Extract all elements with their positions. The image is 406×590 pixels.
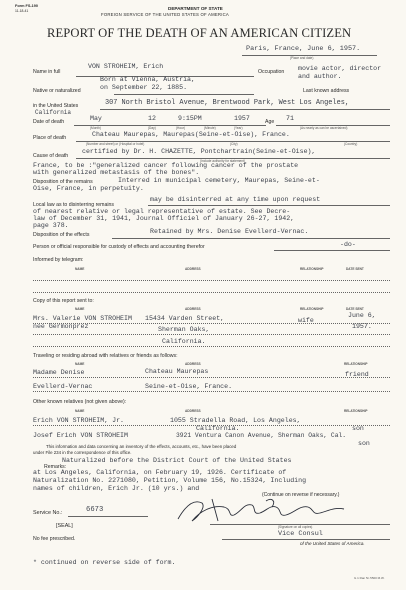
traveling-name-1: Madame Denise bbox=[33, 369, 85, 376]
death-year: 1957 bbox=[234, 115, 250, 122]
consul-signature bbox=[172, 492, 358, 525]
relative-1-address-2: California. bbox=[196, 425, 240, 432]
death-day: 12 bbox=[148, 115, 156, 122]
relative-1-relationship: son bbox=[352, 425, 364, 432]
telegram-col-address: ADDRESS bbox=[185, 267, 201, 271]
place-of-death-label: Place of death bbox=[33, 135, 67, 141]
disposition-effects-label: Disposition of the effects bbox=[33, 232, 90, 238]
local-law-3: law of December 31, 1941, Journal Officiel of January 26-27, 1942, bbox=[33, 215, 295, 222]
remarks-value-4: names of children, Erich Jr. (10 yrs.) and bbox=[33, 485, 200, 492]
copy-name-1: Mrs. Valerie VON STROHEIM bbox=[33, 315, 132, 322]
other-col-address: ADDRESS bbox=[185, 409, 201, 413]
relative-1-name: Erich VON STROHEIM, Jr. bbox=[33, 417, 125, 424]
telegram-col-relationship: RELATIONSHIP bbox=[300, 267, 324, 271]
traveling-relationship: friend bbox=[345, 371, 369, 378]
relative-2-name: Josef Erich VON STROHEIM bbox=[33, 432, 128, 439]
copy-line-3 bbox=[33, 346, 390, 347]
disposition-effects-value: Retained by Mrs. Denise Evellerd-Vernac. bbox=[150, 228, 309, 235]
copy-date-1: June 6, bbox=[348, 312, 376, 319]
cause-caption: (Include authority for statement) bbox=[200, 159, 246, 163]
seal-label: [SEAL] bbox=[56, 523, 73, 529]
caption-country: (Country) bbox=[344, 142, 358, 146]
telegram-col-name: NAME bbox=[75, 267, 85, 271]
remarks-continue: (Continue on reverse if necessary.) bbox=[262, 492, 340, 498]
filed-note-2: under File 234 in the correspondence of this office. bbox=[33, 450, 132, 455]
place-date-value: Paris, France, June 6, 1957. bbox=[246, 45, 361, 53]
copy-col-address: ADDRESS bbox=[185, 307, 201, 311]
other-col-relationship: RELATIONSHIP bbox=[344, 409, 368, 413]
disposition-remains-2: Oise, France, in perpetuity. bbox=[33, 185, 144, 192]
local-law-line bbox=[148, 205, 390, 206]
age-value: 71 bbox=[286, 115, 294, 122]
custody-value: -do- bbox=[340, 241, 356, 248]
caption-street: (Number and street) or (Hospital or hotel) bbox=[86, 142, 145, 146]
address-value-2: California bbox=[35, 109, 72, 116]
copy-date-2: 1957. bbox=[352, 323, 372, 330]
custody-label: Person or official responsible for custody of effects and accounting therefor bbox=[33, 244, 205, 250]
local-law-2: of nearest relative or legal representative of estate. See Decre- bbox=[33, 208, 291, 215]
local-law-label: Local law as to disinterring remains bbox=[33, 202, 115, 208]
address-value: 307 North Bristol Avenue, Brentwood Park, West Los Angeles, bbox=[105, 99, 349, 107]
occupation-value-2: and author. bbox=[298, 73, 342, 80]
disposition-remains-label: Disposition of the remains bbox=[33, 179, 93, 185]
copy-relationship: wife bbox=[298, 317, 314, 324]
copy-address-2: Sherman Oaks, bbox=[158, 326, 210, 333]
form-number: Form FS-190 bbox=[15, 4, 38, 8]
telegram-col-date: DATE SENT bbox=[346, 267, 364, 271]
caption-minute: (Minute) bbox=[204, 126, 216, 130]
caption-city: (City) bbox=[230, 142, 238, 146]
death-month: May bbox=[90, 115, 102, 122]
traveling-address-2: Seine-et-Oise, France. bbox=[145, 383, 233, 390]
cause-value-3: with generalized metastasis of the bones". bbox=[33, 169, 200, 176]
telegram-line-1 bbox=[33, 280, 390, 281]
footer-note: * continued on reverse side of form. bbox=[33, 559, 176, 566]
traveling-col-relationship: RELATIONSHIP bbox=[344, 362, 368, 366]
cause-value-2: France, to be :"generalized cancer following cancer of the prostate bbox=[33, 162, 299, 169]
copy-line-1 bbox=[33, 323, 390, 324]
other-relatives-label: Other known relatives (not given above): bbox=[33, 399, 127, 405]
traveling-line-2 bbox=[33, 391, 390, 392]
service-name: FOREIGN SERVICE OF THE UNITED STATES OF AMERICA bbox=[101, 12, 229, 17]
occupation-value-1: movie actor, director bbox=[298, 65, 382, 72]
copy-col-relationship: RELATIONSHIP bbox=[300, 307, 324, 311]
relative-1-address: 1055 Stradella Road, Los Angeles, bbox=[170, 417, 301, 424]
caption-hour: (Hour) bbox=[176, 126, 186, 130]
us-label: in the United States bbox=[33, 103, 79, 109]
officer-of: of the United States of America. bbox=[300, 541, 365, 546]
traveling-name-2: Evellerd-Vernac bbox=[33, 383, 93, 390]
name-value: VON STROHEIM, Erich bbox=[88, 63, 164, 70]
disposition-effects-line bbox=[112, 238, 390, 239]
copy-label: Copy of this report sent to: bbox=[33, 298, 94, 304]
name-label: Name in full bbox=[33, 69, 61, 75]
service-label: Service No.: bbox=[33, 510, 63, 516]
caption-day: (Day) bbox=[148, 126, 156, 130]
cause-value-1: certified by Dr. H. CHAZETTE, Pontchartrain(Seine-et-Oise), bbox=[82, 148, 316, 155]
filed-note-1: This information and data concerning an inventory of the effects, accounts, etc., have been placed bbox=[46, 444, 237, 449]
place-of-death-value: Chateau Maurepas, Maurepas(Seine-et-Oise), France. bbox=[92, 131, 290, 138]
other-line-1 bbox=[33, 425, 390, 426]
traveling-address-1: Chateau Maurepas bbox=[145, 368, 209, 375]
caption-year: (Year) bbox=[234, 126, 243, 130]
traveling-col-address: ADDRESS bbox=[185, 362, 201, 366]
relative-2-address: 3921 Ventura Canon Avenue, Sherman Oaks, Cal. bbox=[176, 432, 347, 439]
death-hour: 9:15PM bbox=[178, 115, 202, 122]
officer-line bbox=[222, 539, 390, 540]
custody-line bbox=[274, 250, 390, 251]
occupation-label: Occupation bbox=[258, 69, 285, 75]
officer-title: Vice Consul bbox=[278, 530, 323, 538]
remarks-value-3: Naturalization No. 2271080, Petition, Volume 156, No.15324, Including bbox=[33, 477, 307, 484]
telegram-line-2 bbox=[33, 292, 390, 293]
disposition-remains-1: Interred in municipal cemetery, Maurepas, Seine-et- bbox=[118, 177, 320, 184]
signature-caption: (Signature on all copies) bbox=[278, 525, 313, 529]
death-date-label: Date of death bbox=[33, 119, 65, 125]
other-col-name: NAME bbox=[75, 409, 85, 413]
native-label: Native or naturalized bbox=[33, 88, 81, 94]
native-value-2: on September 22, 1885. bbox=[100, 84, 188, 91]
copy-col-name: NAME bbox=[75, 307, 85, 311]
copy-address-1: 15434 Varden Street, bbox=[145, 315, 225, 322]
print-code: G 1 Ran 5n 5500 M.W. bbox=[354, 576, 385, 580]
remarks-value-1: Naturalized before the District Court of the United States bbox=[62, 457, 292, 464]
remarks-value-2: at Los Angeles, California, on February 19, 1926. Certificate of bbox=[33, 469, 287, 476]
native-value-1: Born at Vienna, Austria, bbox=[100, 76, 195, 83]
cause-label: Cause of death bbox=[33, 153, 69, 159]
department-name: DEPARTMENT OF STATE bbox=[168, 6, 223, 11]
copy-address-3: California. bbox=[162, 338, 206, 345]
traveling-line-1 bbox=[33, 377, 390, 378]
local-law-4: page 378. bbox=[33, 222, 69, 229]
local-law-1: may be disinterred at any time upon request bbox=[150, 196, 321, 203]
caption-age: (As nearly as can be ascertained) bbox=[300, 126, 348, 130]
last-address-label: Last known address bbox=[303, 88, 350, 94]
telegram-label: Informed by telegram: bbox=[33, 257, 84, 263]
service-line bbox=[68, 516, 148, 517]
service-value: 6673 bbox=[86, 506, 104, 514]
address-line bbox=[100, 109, 390, 110]
relative-2-relationship: son bbox=[358, 440, 370, 447]
caption-month: (Month) bbox=[90, 126, 101, 130]
copy-name-2: nee Germonprez bbox=[33, 323, 89, 330]
copy-line-2 bbox=[33, 334, 390, 335]
form-date: 11-18-41 bbox=[15, 9, 29, 13]
copy-col-date: DATE SENT bbox=[346, 307, 364, 311]
traveling-col-name: NAME bbox=[75, 362, 85, 366]
remarks-label: Remarks: bbox=[44, 464, 67, 470]
age-label: Age bbox=[265, 119, 275, 125]
native-line bbox=[114, 94, 254, 95]
traveling-label: Traveling or residing abroad with relatives or friends as follows: bbox=[33, 353, 178, 359]
page-title: REPORT OF THE DEATH OF AN AMERICAN CITIZEN bbox=[47, 26, 352, 40]
fee-note: No fee prescribed. bbox=[33, 536, 76, 542]
place-date-caption: (Place and date) bbox=[290, 56, 314, 60]
